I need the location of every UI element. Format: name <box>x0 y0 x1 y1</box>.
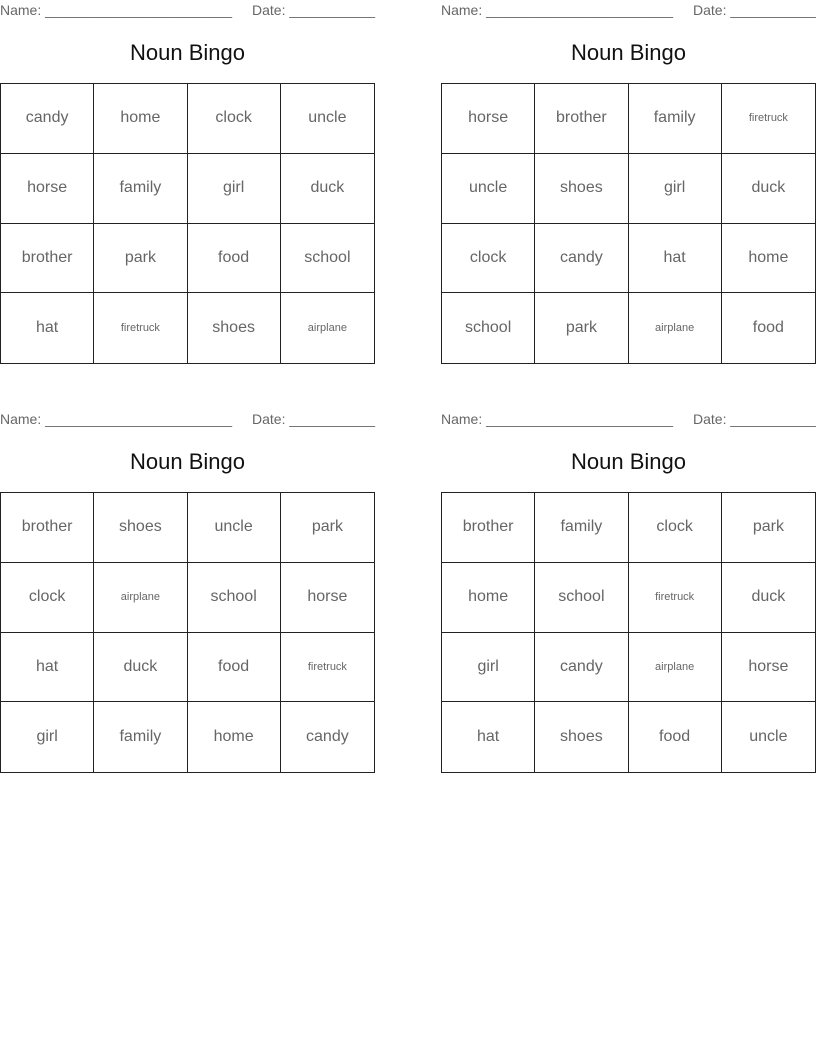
bingo-cell: clock <box>629 493 722 563</box>
bingo-cell: brother <box>1 493 94 563</box>
bingo-cell: girl <box>629 154 722 224</box>
bingo-cell: home <box>442 563 535 633</box>
bingo-cell: airplane <box>629 633 722 703</box>
bingo-cell: clock <box>1 563 94 633</box>
bingo-cell: school <box>281 224 374 294</box>
bingo-cell: shoes <box>535 702 628 772</box>
card-header <box>0 409 375 431</box>
bingo-cell: horse <box>1 154 94 224</box>
bingo-cell: candy <box>535 633 628 703</box>
bingo-cell: home <box>94 84 187 154</box>
bingo-cell: uncle <box>281 84 374 154</box>
bingo-cell: school <box>188 563 281 633</box>
bingo-cell: food <box>188 224 281 294</box>
bingo-cell: uncle <box>442 154 535 224</box>
bingo-grid <box>0 492 375 773</box>
date-field-label: Date: ___________ <box>252 2 375 18</box>
bingo-cell: food <box>629 702 722 772</box>
bingo-cell: uncle <box>188 493 281 563</box>
bingo-card <box>0 409 375 746</box>
bingo-cell: shoes <box>535 154 628 224</box>
card-title: Noun Bingo <box>571 449 686 474</box>
bingo-cell: duck <box>94 633 187 703</box>
bingo-cell: hat <box>629 224 722 294</box>
bingo-cell: airplane <box>629 293 722 363</box>
bingo-grid <box>441 83 816 364</box>
bingo-cell: hat <box>1 293 94 363</box>
bingo-cell: school <box>535 563 628 633</box>
bingo-cell: airplane <box>94 563 187 633</box>
bingo-cell: family <box>94 702 187 772</box>
bingo-cell: horse <box>442 84 535 154</box>
bingo-cell: shoes <box>188 293 281 363</box>
bingo-cell: girl <box>442 633 535 703</box>
card-title: Noun Bingo <box>130 40 245 65</box>
bingo-cell: brother <box>442 493 535 563</box>
bingo-cell: duck <box>722 154 815 224</box>
bingo-cell: girl <box>188 154 281 224</box>
date-field-label: Date: ___________ <box>693 411 816 427</box>
bingo-cell: shoes <box>94 493 187 563</box>
bingo-card <box>0 0 375 337</box>
card-title: Noun Bingo <box>571 40 686 65</box>
bingo-cell: girl <box>1 702 94 772</box>
bingo-cell: duck <box>281 154 374 224</box>
bingo-cell: park <box>722 493 815 563</box>
bingo-cell: park <box>94 224 187 294</box>
date-field-label: Date: ___________ <box>252 411 375 427</box>
bingo-cell: family <box>629 84 722 154</box>
bingo-card <box>441 409 816 746</box>
bingo-grid <box>441 492 816 773</box>
bingo-cell: airplane <box>307 322 347 335</box>
bingo-cell: brother <box>535 84 628 154</box>
bingo-cell: home <box>188 702 281 772</box>
bingo-cell: horse <box>281 563 374 633</box>
date-field-label: Date: ___________ <box>693 2 816 18</box>
bingo-cell: firetruck <box>94 293 187 363</box>
bingo-cell: school <box>442 293 535 363</box>
bingo-cell: clock <box>442 224 535 294</box>
bingo-grid <box>0 83 375 364</box>
bingo-cell: horse <box>722 633 815 703</box>
card-title: Noun Bingo <box>130 449 245 474</box>
name-field-label: Name: ________________________ <box>441 2 673 18</box>
bingo-cell: candy <box>535 224 628 294</box>
bingo-cell: candy <box>306 728 349 746</box>
name-field-label: Name: ________________________ <box>441 411 673 427</box>
bingo-cell: brother <box>1 224 94 294</box>
name-field-label: Name: ________________________ <box>0 411 232 427</box>
name-field-label: Name: ________________________ <box>0 2 232 18</box>
card-header <box>0 0 375 22</box>
card-header <box>441 0 816 22</box>
bingo-cell: family <box>94 154 187 224</box>
bingo-cell: duck <box>722 563 815 633</box>
bingo-cell: hat <box>1 633 94 703</box>
bingo-cell: home <box>722 224 815 294</box>
card-header <box>441 409 816 431</box>
bingo-card <box>441 0 816 337</box>
bingo-cell: family <box>535 493 628 563</box>
bingo-cell: hat <box>442 702 535 772</box>
bingo-cell: park <box>535 293 628 363</box>
bingo-cell: park <box>281 493 374 563</box>
bingo-cell: clock <box>188 84 281 154</box>
bingo-cell: uncle <box>749 728 788 746</box>
bingo-cell: candy <box>1 84 94 154</box>
bingo-cell: firetruck <box>722 84 815 154</box>
bingo-cell: food <box>752 319 784 337</box>
bingo-cell: food <box>188 633 281 703</box>
bingo-cell: firetruck <box>629 563 722 633</box>
bingo-cell: firetruck <box>281 633 374 703</box>
